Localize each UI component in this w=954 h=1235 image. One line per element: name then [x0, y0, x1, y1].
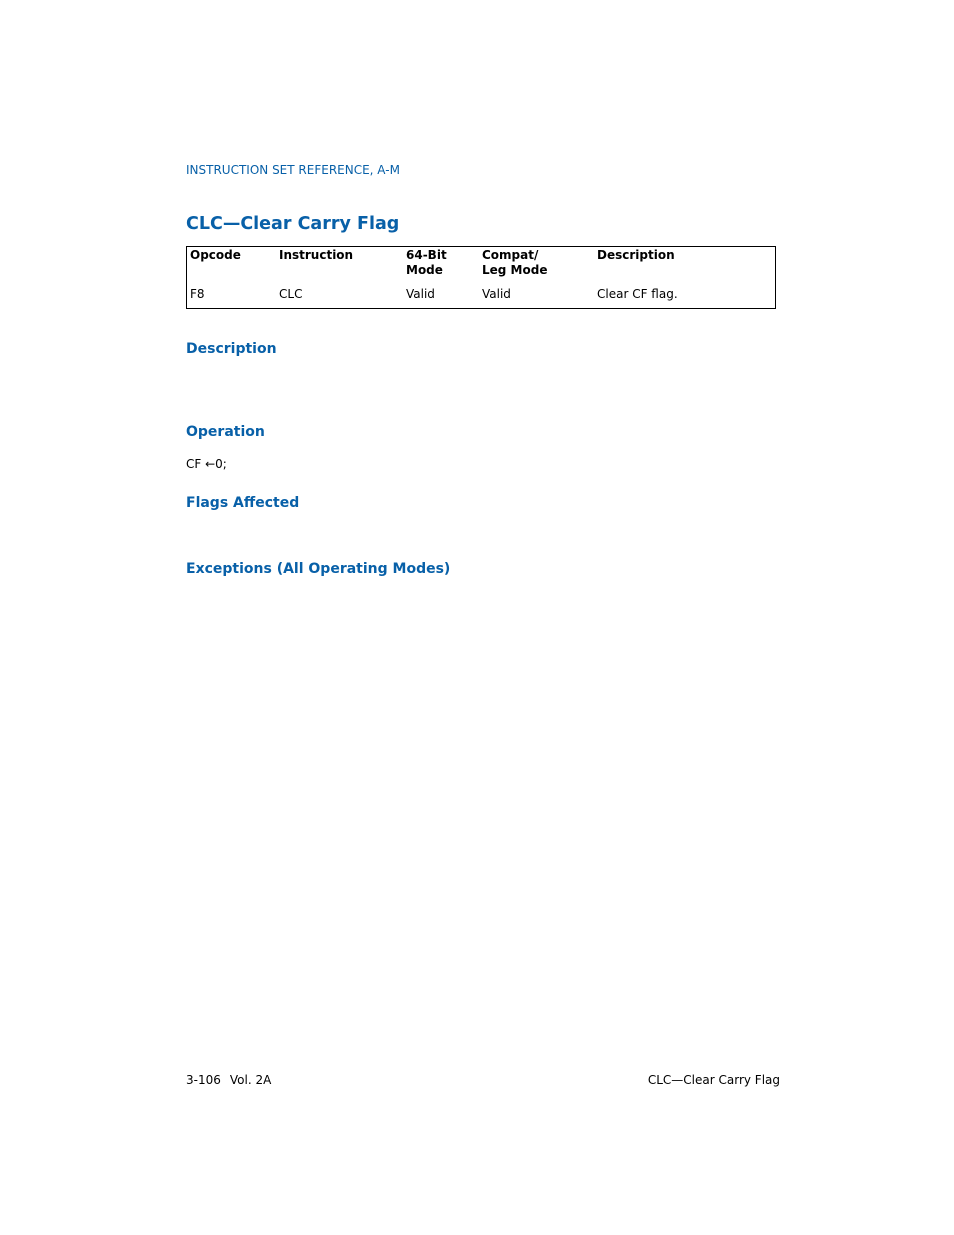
page-title: CLC—Clear Carry Flag [186, 214, 400, 234]
table-cell-opcode: F8 [190, 287, 205, 301]
column-header-line: Leg Mode [482, 263, 548, 277]
column-header-64bit-mode [406, 248, 447, 278]
column-header-compat-leg-mode [482, 248, 547, 278]
section-heading-description: Description [186, 341, 277, 357]
footer-volume: Vol. 2A [229, 1073, 272, 1087]
column-header-instruction [279, 248, 353, 263]
operation-code: CF ←0; [186, 457, 227, 471]
column-header-line: Compat/ [482, 248, 539, 262]
footer-page-number: 3-106 [186, 1073, 221, 1087]
column-header-line: Description [597, 248, 675, 262]
column-header-opcode [190, 248, 241, 263]
section-heading-exceptions: Exceptions (All Operating Modes) [186, 561, 451, 577]
footer-left [186, 1073, 271, 1087]
table-cell-64bit-mode: Valid [406, 287, 435, 301]
footer-running-title: CLC—Clear Carry Flag [647, 1073, 780, 1087]
column-header-description [597, 248, 675, 263]
column-header-line: Opcode [190, 248, 241, 262]
section-heading-operation: Operation [186, 424, 265, 440]
table-cell-compat-leg-mode: Valid [482, 287, 511, 301]
section-heading-flags-affected: Flags Affected [186, 495, 300, 511]
table-cell-instruction: CLC [279, 287, 303, 301]
running-header: INSTRUCTION SET REFERENCE, A-M [186, 163, 400, 177]
opcode-table [186, 246, 776, 309]
column-header-line: Instruction [279, 248, 354, 262]
column-header-line: Mode [406, 263, 443, 277]
table-cell-description: Clear CF flag. [597, 287, 678, 301]
column-header-line: 64-Bit [406, 248, 447, 262]
